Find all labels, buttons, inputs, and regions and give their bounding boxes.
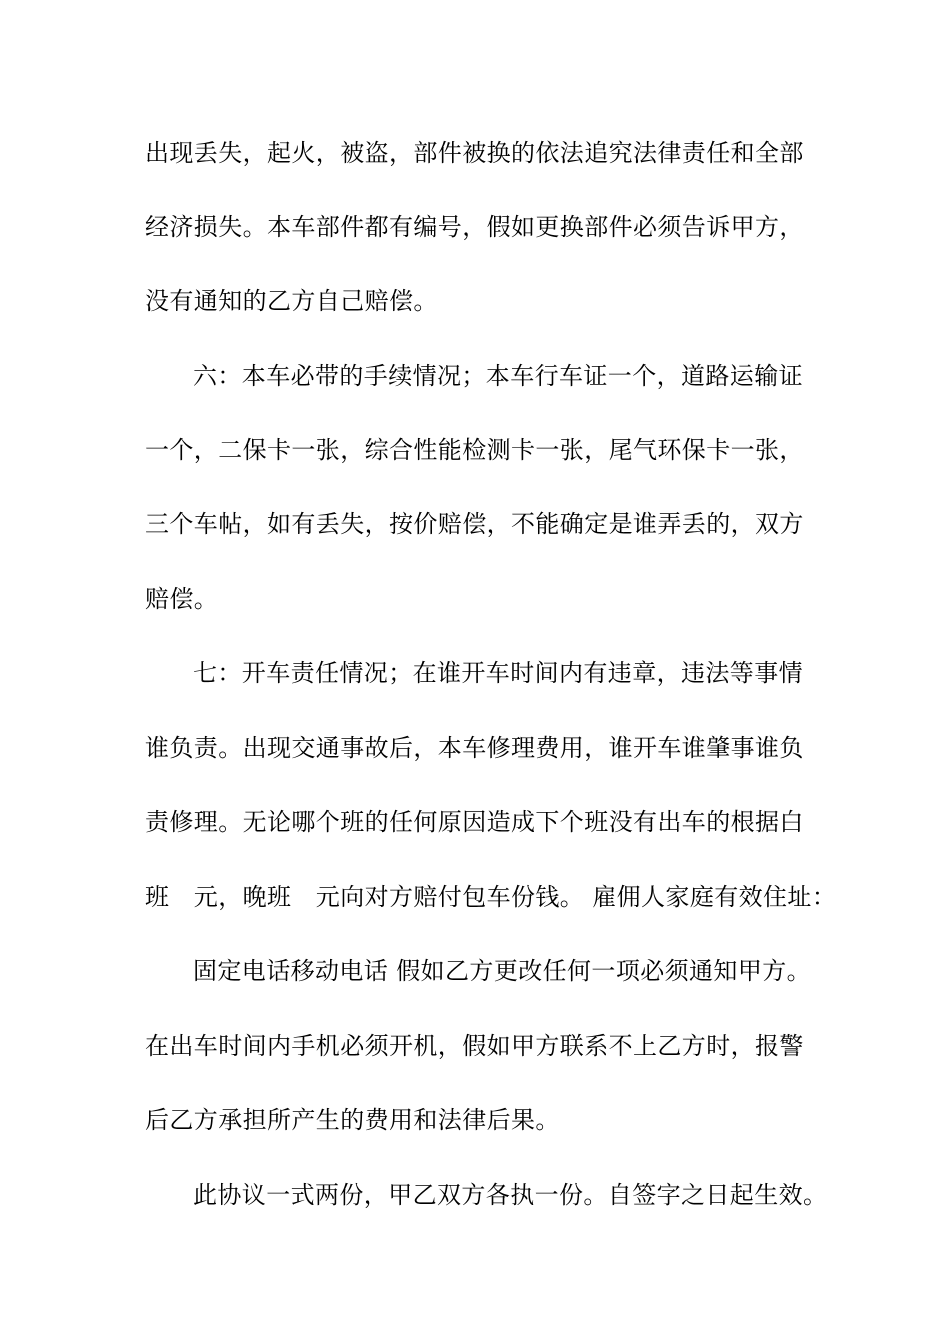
text-line: 一个，二保卡一张，综合性能检测卡一张，尾气环保卡一张， — [145, 436, 804, 464]
text-line: 赔偿。 — [145, 585, 219, 613]
text-line: 责修理。无论哪个班的任何原因造成下个班没有出车的根据白 — [145, 808, 804, 836]
paragraph-start-line: 六：本车必带的手续情况；本车行车证一个，道路运输证 — [193, 362, 803, 390]
text-line: 后乙方承担所产生的费用和法律后果。 — [145, 1106, 560, 1134]
text-line: 谁负责。出现交通事故后，本车修理费用，谁开车谁肇事谁负 — [145, 734, 804, 762]
text-line: 班 元，晚班 元向对方赔付包车份钱。 雇佣人家庭有效住址： — [145, 883, 837, 911]
paragraph-start-line: 七：开车责任情况；在谁开车时间内有违章，违法等事情 — [193, 659, 803, 687]
text-line: 出现丢失，起火，被盗，部件被换的依法追究法律责任和全部 — [145, 139, 804, 167]
paragraph-start-line: 此协议一式两份，甲乙双方各执一份。自签字之日起生效。 — [193, 1181, 828, 1209]
text-line: 在出车时间内手机必须开机，假如甲方联系不上乙方时，报警 — [145, 1032, 804, 1060]
paragraph-start-line: 固定电话移动电话 假如乙方更改任何一项必须通知甲方。 — [193, 957, 812, 985]
text-line: 经济损失。本车部件都有编号，假如更换部件必须告诉甲方， — [145, 213, 804, 241]
text-line: 三个车帖，如有丢失，按价赔偿，不能确定是谁弄丢的，双方 — [145, 510, 804, 538]
text-line: 没有通知的乙方自己赔偿。 — [145, 287, 438, 315]
